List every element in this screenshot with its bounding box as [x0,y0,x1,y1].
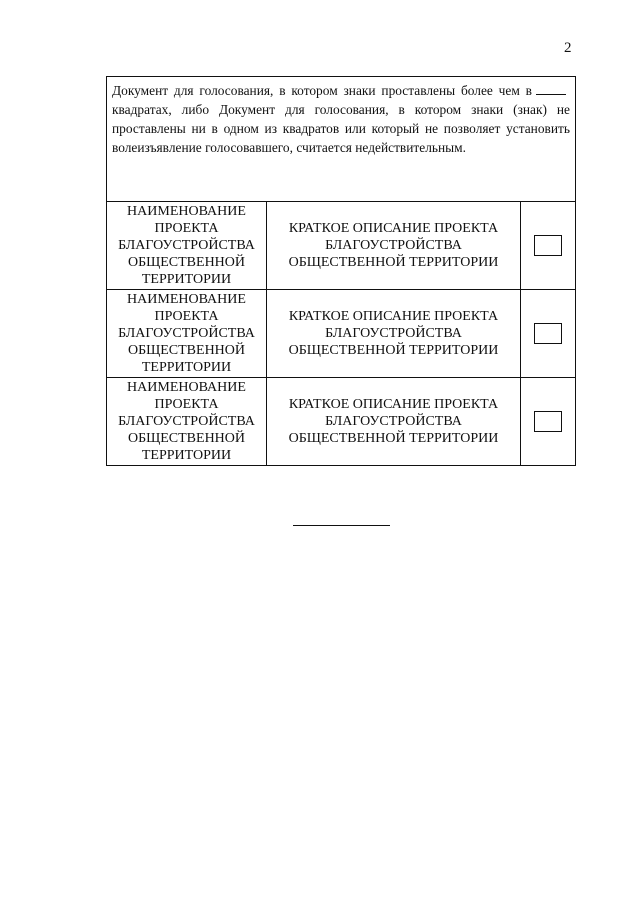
notice-text-after-blank: квадратах, либо Документ для голосования, в котором знаки (знак) не проставлены ни в одном из квадратов или который не позволяет установить волеизъявление голосовавшего, считается недействительным. [112,102,570,155]
project-description: КРАТКОЕ ОПИСАНИЕ ПРОЕКТА БЛАГОУСТРОЙСТВА ОБЩЕСТВЕННОЙ ТЕРРИТОРИИ [267,290,521,377]
ballot-row [107,202,575,290]
page-number: 2 [564,40,572,56]
vote-checkbox-3[interactable] [534,411,562,432]
project-description: КРАТКОЕ ОПИСАНИЕ ПРОЕКТА БЛАГОУСТРОЙСТВА ОБЩЕСТВЕННОЙ ТЕРРИТОРИИ [267,378,521,465]
ballot-table [106,76,576,466]
ballot-notice [107,77,575,202]
vote-cell [521,202,575,289]
project-name: НАИМЕНОВАНИЕ ПРОЕКТА БЛАГОУСТРОЙСТВА ОБЩЕСТВЕННОЙ ТЕРРИТОРИИ [107,290,267,377]
vote-cell [521,378,575,465]
ballot-row [107,290,575,378]
vote-cell [521,290,575,377]
vote-checkbox-2[interactable] [534,323,562,344]
notice-text-before-blank: Документ для голосования, в котором знаки проставлены более чем в [112,83,532,98]
project-description: КРАТКОЕ ОПИСАНИЕ ПРОЕКТА БЛАГОУСТРОЙСТВА ОБЩЕСТВЕННОЙ ТЕРРИТОРИИ [267,202,521,289]
end-divider-line [293,525,390,526]
project-name: НАИМЕНОВАНИЕ ПРОЕКТА БЛАГОУСТРОЙСТВА ОБЩЕСТВЕННОЙ ТЕРРИТОРИИ [107,202,267,289]
ballot-row [107,378,575,465]
notice-blank-field [536,82,566,95]
project-name: НАИМЕНОВАНИЕ ПРОЕКТА БЛАГОУСТРОЙСТВА ОБЩЕСТВЕННОЙ ТЕРРИТОРИИ [107,378,267,465]
vote-checkbox-1[interactable] [534,235,562,256]
